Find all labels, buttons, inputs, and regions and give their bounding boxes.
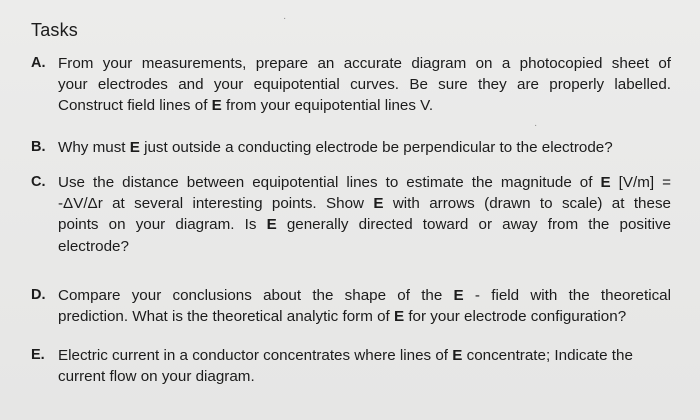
task-line: Why must E just outside a conducting electrode be perpendicular to the electrode? (58, 139, 613, 156)
task-line: your electrodes and your equipotential curves. Be sure they are properly labelled. (58, 76, 671, 94)
task-letter: C. (31, 174, 46, 190)
task-line: Compare your conclusions about the shape of the E - field with the theoretical (58, 287, 671, 304)
task-item-b (31, 137, 671, 158)
task-line: -ΔV/Δr at several interesting points. Show E with arrows (drawn to scale) at these (58, 195, 671, 213)
task-item-a (31, 53, 671, 117)
task-item-e (31, 345, 671, 387)
stray-mark: · (534, 120, 538, 131)
task-text (58, 172, 671, 257)
stray-mark: · (283, 13, 287, 24)
task-item-c (31, 172, 671, 257)
task-text (58, 345, 671, 387)
task-text (58, 53, 671, 117)
task-line: Electric current in a conductor concentrates where lines of E concentrate; Indicate the (58, 347, 633, 364)
task-text (58, 285, 671, 327)
task-line: points on your diagram. Is E generally directed toward or away from the positive (58, 216, 671, 234)
task-item-d (31, 285, 671, 327)
task-letter: E. (31, 347, 45, 363)
task-line: From your measurements, prepare an accurate diagram on a photocopied sheet of (58, 55, 671, 72)
task-line: Construct field lines of E from your equipotential lines V. (58, 97, 434, 115)
task-line: current flow on your diagram. (58, 368, 255, 386)
task-letter: B. (31, 139, 46, 155)
task-letter: D. (31, 287, 46, 303)
task-text (58, 137, 671, 158)
task-letter: A. (31, 55, 46, 71)
task-line: electrode? (58, 237, 129, 255)
task-line: Use the distance between equipotential lines to estimate the magnitude of E [V/m] = (58, 174, 671, 191)
task-line: prediction. What is the theoretical analytic form of E for your electrode configuration? (58, 308, 627, 326)
page-title: Tasks (31, 20, 79, 40)
